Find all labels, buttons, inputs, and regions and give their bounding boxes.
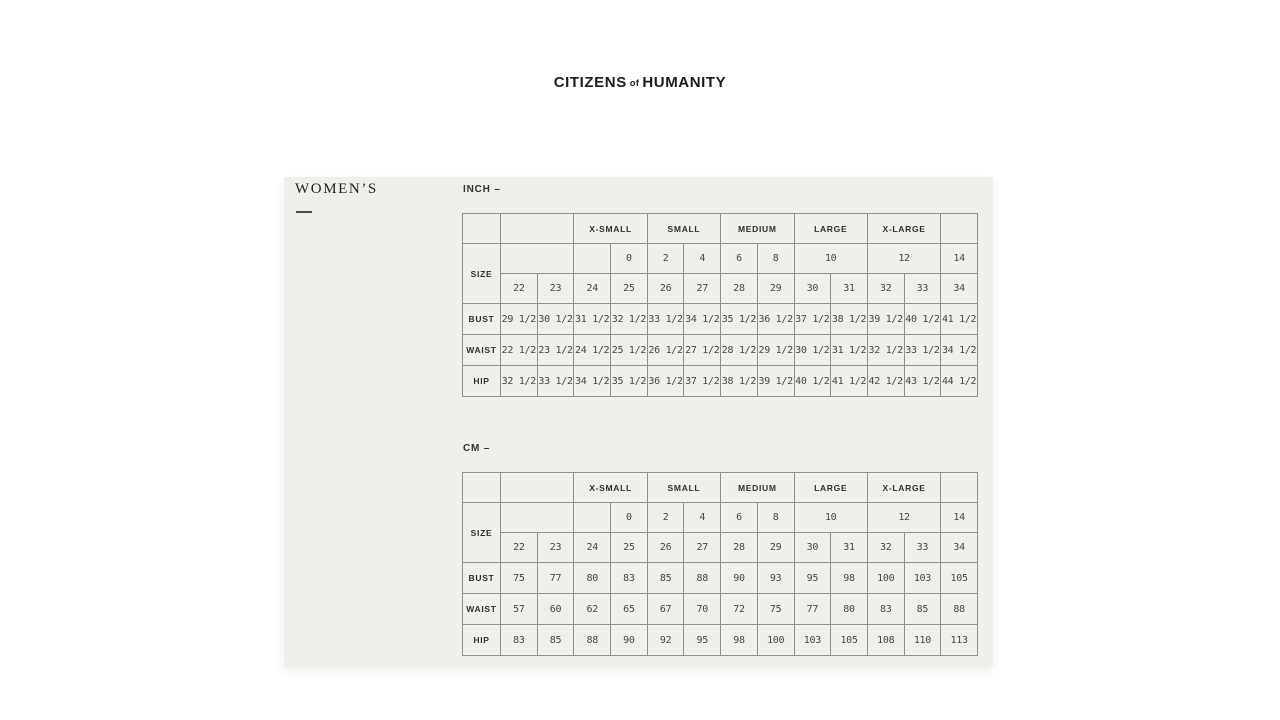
hip-value: 33 1/2 [537, 366, 574, 397]
waist-value: 31 1/2 [831, 335, 868, 366]
waist-row [463, 335, 978, 366]
us-size-14: 14 [941, 244, 978, 274]
bust-value: 31 1/2 [574, 304, 611, 335]
waist-value: 83 [867, 594, 904, 625]
waist-value: 67 [647, 594, 684, 625]
us-size-6: 6 [721, 503, 758, 533]
bust-value: 77 [537, 563, 574, 594]
waist-row-label: WAIST [463, 335, 501, 366]
bust-row [463, 563, 978, 594]
hip-value: 41 1/2 [831, 366, 868, 397]
us-size-0: 0 [611, 503, 648, 533]
numeric-size-28: 28 [721, 533, 758, 563]
waist-value: 75 [757, 594, 794, 625]
numeric-size-25: 25 [611, 533, 648, 563]
bust-value: 83 [611, 563, 648, 594]
numeric-size-24: 24 [574, 274, 611, 304]
cm-unit-label: CM – [463, 443, 491, 454]
waist-value: 60 [537, 594, 574, 625]
numeric-size-25: 25 [611, 274, 648, 304]
hip-value: 32 1/2 [501, 366, 538, 397]
numeric-size-24: 24 [574, 533, 611, 563]
brand-logo-humanity: HUMANITY [642, 74, 727, 91]
numeric-size-30: 30 [794, 533, 831, 563]
bust-value: 40 1/2 [904, 304, 941, 335]
bust-value: 93 [757, 563, 794, 594]
brand-logo[interactable] [554, 74, 727, 91]
hip-value: 38 1/2 [721, 366, 758, 397]
bust-value: 39 1/2 [867, 304, 904, 335]
bust-value: 88 [684, 563, 721, 594]
us-size-spacer [574, 503, 611, 533]
size-group-header-large: LARGE [794, 214, 867, 244]
bust-row [463, 304, 978, 335]
hip-value: 98 [721, 625, 758, 656]
us-size-12: 12 [867, 244, 940, 274]
category-underline-dash [296, 211, 312, 213]
bust-value: 37 1/2 [794, 304, 831, 335]
waist-value: 77 [794, 594, 831, 625]
bust-value: 95 [794, 563, 831, 594]
numeric-size-32: 32 [867, 533, 904, 563]
bust-value: 30 1/2 [537, 304, 574, 335]
numeric-size-27: 27 [684, 533, 721, 563]
numeric-size-34: 34 [941, 533, 978, 563]
bust-value: 29 1/2 [501, 304, 538, 335]
waist-value: 25 1/2 [611, 335, 648, 366]
hip-value: 110 [904, 625, 941, 656]
size-group-header-x-small: X-SMALL [574, 214, 647, 244]
hip-value: 95 [684, 625, 721, 656]
hip-row [463, 625, 978, 656]
bust-value: 100 [867, 563, 904, 594]
numeric-size-23: 23 [537, 533, 574, 563]
bust-value: 32 1/2 [611, 304, 648, 335]
bust-row-label: BUST [463, 563, 501, 594]
bust-value: 36 1/2 [757, 304, 794, 335]
numeric-size-28: 28 [721, 274, 758, 304]
hip-row-label: HIP [463, 625, 501, 656]
size-chart-panel [284, 177, 993, 667]
size-group-header-x-large: X-LARGE [867, 473, 940, 503]
size-group-header-small: SMALL [647, 473, 720, 503]
bust-value: 41 1/2 [941, 304, 978, 335]
waist-value: 65 [611, 594, 648, 625]
numeric-size-26: 26 [647, 533, 684, 563]
group-end-cell [941, 214, 978, 244]
bust-value: 80 [574, 563, 611, 594]
waist-value: 24 1/2 [574, 335, 611, 366]
size-group-header-large: LARGE [794, 473, 867, 503]
brand-logo-citizens: CITIZENS [553, 74, 627, 91]
hip-value: 34 1/2 [574, 366, 611, 397]
hip-value: 105 [831, 625, 868, 656]
waist-value: 72 [721, 594, 758, 625]
hip-value: 35 1/2 [611, 366, 648, 397]
waist-value: 62 [574, 594, 611, 625]
category-title: WOMEN’S [295, 181, 378, 197]
hip-value: 39 1/2 [757, 366, 794, 397]
bust-value: 105 [941, 563, 978, 594]
hip-value: 103 [794, 625, 831, 656]
numeric-size-30: 30 [794, 274, 831, 304]
numeric-size-33: 33 [904, 274, 941, 304]
us-size-14: 14 [941, 503, 978, 533]
us-size-spacer [501, 244, 574, 274]
waist-value: 70 [684, 594, 721, 625]
size-group-header-small: SMALL [647, 214, 720, 244]
waist-value: 26 1/2 [647, 335, 684, 366]
hip-value: 92 [647, 625, 684, 656]
us-size-spacer [501, 503, 574, 533]
bust-value: 35 1/2 [721, 304, 758, 335]
waist-value: 34 1/2 [941, 335, 978, 366]
us-size-4: 4 [684, 503, 721, 533]
size-group-header-medium: MEDIUM [721, 214, 794, 244]
header [0, 74, 1280, 92]
waist-value: 29 1/2 [757, 335, 794, 366]
inch-unit-label: INCH – [463, 184, 501, 195]
us-size-10: 10 [794, 503, 867, 533]
us-size-6: 6 [721, 244, 758, 274]
numeric-size-22: 22 [501, 533, 538, 563]
hip-value: 44 1/2 [941, 366, 978, 397]
group-spacer-cell [501, 473, 574, 503]
corner-cell [463, 473, 501, 503]
size-row-label: SIZE [463, 244, 501, 304]
waist-value: 57 [501, 594, 538, 625]
bust-value: 85 [647, 563, 684, 594]
waist-row-label: WAIST [463, 594, 501, 625]
us-size-8: 8 [757, 244, 794, 274]
numeric-size-26: 26 [647, 274, 684, 304]
size-row-label: SIZE [463, 503, 501, 563]
waist-value: 27 1/2 [684, 335, 721, 366]
corner-cell [463, 214, 501, 244]
hip-value: 36 1/2 [647, 366, 684, 397]
numeric-size-29: 29 [757, 533, 794, 563]
us-size-2: 2 [647, 244, 684, 274]
us-size-12: 12 [867, 503, 940, 533]
size-group-header-medium: MEDIUM [721, 473, 794, 503]
waist-row [463, 594, 978, 625]
bust-row-label: BUST [463, 304, 501, 335]
inch-size-table [462, 213, 978, 397]
hip-row [463, 366, 978, 397]
us-size-2: 2 [647, 503, 684, 533]
us-size-8: 8 [757, 503, 794, 533]
numeric-size-34: 34 [941, 274, 978, 304]
hip-value: 108 [867, 625, 904, 656]
numeric-size-31: 31 [831, 533, 868, 563]
waist-value: 33 1/2 [904, 335, 941, 366]
hip-value: 88 [574, 625, 611, 656]
us-size-4: 4 [684, 244, 721, 274]
hip-value: 100 [757, 625, 794, 656]
size-group-header-x-small: X-SMALL [574, 473, 647, 503]
bust-value: 33 1/2 [647, 304, 684, 335]
numeric-size-27: 27 [684, 274, 721, 304]
bust-value: 103 [904, 563, 941, 594]
size-group-header-x-large: X-LARGE [867, 214, 940, 244]
numeric-size-33: 33 [904, 533, 941, 563]
waist-value: 80 [831, 594, 868, 625]
brand-logo-of: of [629, 78, 640, 88]
bust-value: 75 [501, 563, 538, 594]
numeric-size-29: 29 [757, 274, 794, 304]
numeric-size-23: 23 [537, 274, 574, 304]
hip-value: 40 1/2 [794, 366, 831, 397]
bust-value: 34 1/2 [684, 304, 721, 335]
waist-value: 22 1/2 [501, 335, 538, 366]
hip-value: 113 [941, 625, 978, 656]
waist-value: 28 1/2 [721, 335, 758, 366]
hip-row-label: HIP [463, 366, 501, 397]
waist-value: 32 1/2 [867, 335, 904, 366]
cm-size-table [462, 472, 978, 656]
hip-value: 85 [537, 625, 574, 656]
hip-value: 90 [611, 625, 648, 656]
numeric-size-32: 32 [867, 274, 904, 304]
group-end-cell [941, 473, 978, 503]
hip-value: 42 1/2 [867, 366, 904, 397]
bust-value: 98 [831, 563, 868, 594]
group-spacer-cell [501, 214, 574, 244]
waist-value: 88 [941, 594, 978, 625]
numeric-size-22: 22 [501, 274, 538, 304]
hip-value: 37 1/2 [684, 366, 721, 397]
hip-value: 83 [501, 625, 538, 656]
us-size-0: 0 [611, 244, 648, 274]
bust-value: 38 1/2 [831, 304, 868, 335]
us-size-10: 10 [794, 244, 867, 274]
numeric-size-31: 31 [831, 274, 868, 304]
bust-value: 90 [721, 563, 758, 594]
waist-value: 85 [904, 594, 941, 625]
hip-value: 43 1/2 [904, 366, 941, 397]
us-size-spacer [574, 244, 611, 274]
waist-value: 30 1/2 [794, 335, 831, 366]
waist-value: 23 1/2 [537, 335, 574, 366]
